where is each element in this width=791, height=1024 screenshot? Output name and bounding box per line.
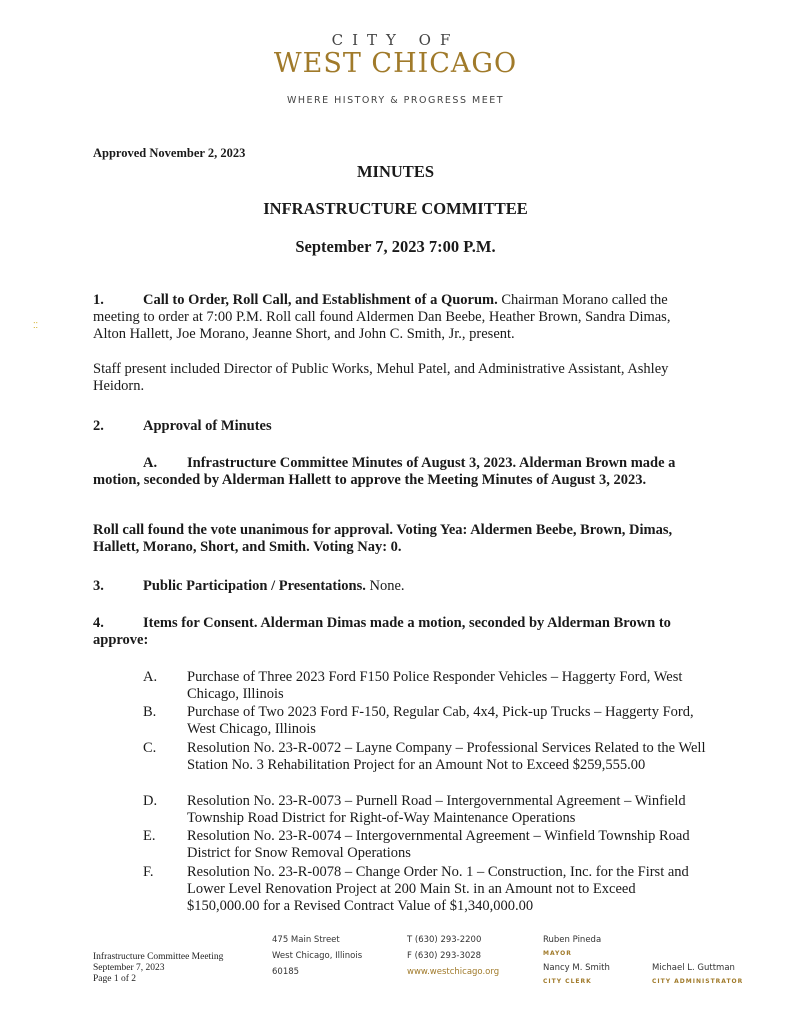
- footer-contact: [407, 934, 499, 979]
- section-public-participation: [93, 578, 705, 595]
- clerk-name: Nancy M. Smith: [543, 963, 610, 973]
- section-heading: Approval of Minutes: [143, 418, 272, 434]
- consent-item-letter: C.: [143, 740, 157, 756]
- consent-item-text: Purchase of Two 2023 Ford F-150, Regular Cab, 4x4, Pick-up Trucks – Haggerty Ford, West Chicago, Illinois: [187, 704, 694, 737]
- footer-administrator: [652, 962, 743, 988]
- consent-item-letter: D.: [143, 793, 158, 809]
- minutes-item-a: [93, 455, 705, 489]
- section-text: Items for Consent. Alderman Dimas made a motion, seconded by Alderman Brown to approve:: [93, 615, 671, 648]
- mayor-name: Ruben Pineda: [543, 935, 602, 945]
- section-heading: Public Participation / Presentations.: [143, 578, 366, 594]
- footer-street: 475 Main Street: [272, 935, 340, 945]
- footer-meeting-name: Infrastructure Committee Meeting: [93, 952, 224, 962]
- section-heading: Call to Order, Roll Call, and Establishment of a Quorum.: [143, 292, 498, 308]
- section-items-for-consent: [93, 615, 705, 649]
- consent-item-text: Resolution No. 23-R-0074 – Intergovernmental Agreement – Winfield Township Road District for Snow Removal Operations: [187, 828, 690, 861]
- item-letter: A.: [143, 455, 158, 471]
- footer-city: West Chicago, Illinois: [272, 951, 363, 961]
- consent-item-text: Resolution No. 23-R-0073 – Purnell Road – Intergovernmental Agreement – Winfield Township Road District for Right-of-Way Maintenance Operations: [187, 793, 686, 826]
- title-committee: INFRASTRUCTURE COMMITTEE: [263, 199, 528, 218]
- consent-item-letter: A.: [143, 669, 158, 685]
- logo-tagline: WHERE HISTORY & PROGRESS MEET: [286, 95, 505, 106]
- consent-item-text: Purchase of Three 2023 Ford F150 Police Responder Vehicles – Haggerty Ford, West Chicago, Illinois: [187, 669, 683, 702]
- consent-item-letter: F.: [143, 864, 154, 880]
- footer-meeting-date: September 7, 2023: [93, 963, 165, 973]
- margin-mark: ⁚⁚: [33, 321, 39, 330]
- section-number: 3.: [93, 578, 104, 594]
- section-number: 1.: [93, 292, 104, 308]
- title-date: September 7, 2023 7:00 P.M.: [295, 237, 496, 256]
- footer-website-link[interactable]: www.westchicago.org: [407, 967, 500, 977]
- logo-city-of: CITY OF: [331, 31, 460, 49]
- section-text: None.: [369, 578, 405, 594]
- footer-fax: F (630) 293-3028: [407, 951, 482, 961]
- consent-item-text: Resolution No. 23-R-0072 – Layne Company – Professional Services Related to the Well Station No. 3 Rehabilitation Project for an Amount Not to Exceed $259,555.00: [187, 740, 706, 773]
- section-number: 4.: [93, 615, 104, 631]
- footer-mayor: [543, 934, 601, 960]
- title-minutes: MINUTES: [356, 162, 434, 181]
- consent-item-text: Resolution No. 23-R-0078 – Change Order No. 1 – Construction, Inc. for the First and Lower Level Renovation Project at 200 Main St. in an Amount not to Exceed $150,000.00 for a Revised Contract Value of $1,340,000.00: [187, 864, 689, 914]
- footer-address: [272, 934, 362, 979]
- section-text: Chairman Morano called the meeting to order at 7:00 P.M. Roll call found Aldermen Dan Beebe, Heather Brown, Sandra Dimas, Alton Hallett, Joe Morano, Jeanne Short, and John C. Smith, Jr., present.: [93, 292, 671, 342]
- section-approval-of-minutes: [93, 418, 705, 435]
- section-call-to-order: [93, 292, 705, 343]
- footer-zip: 60185: [272, 967, 300, 977]
- footer-clerk: [543, 962, 610, 988]
- clerk-title: CITY CLERK: [543, 978, 592, 985]
- administrator-title: CITY ADMINISTRATOR: [652, 978, 744, 985]
- consent-item-letter: B.: [143, 704, 157, 720]
- approved-date: Approved November 2, 2023: [93, 146, 246, 160]
- consent-item-letter: E.: [143, 828, 156, 844]
- mayor-title: MAYOR: [543, 950, 572, 957]
- section-number: 2.: [93, 418, 104, 434]
- administrator-name: Michael L. Guttman: [652, 963, 735, 973]
- logo-west-chicago: WEST CHICAGO: [273, 48, 518, 79]
- roll-call-vote: Roll call found the vote unanimous for approval. Voting Yea: Aldermen Beebe, Brown, Dimas, Hallett, Morano, Short, and Smith. Voting Nay: 0.: [93, 522, 673, 555]
- item-text: Infrastructure Committee Minutes of August 3, 2023. Alderman Brown made a motion, seconded by Alderman Hallett to approve the Meeting Minutes of August 3, 2023.: [93, 455, 676, 488]
- footer-phone: T (630) 293-2200: [407, 935, 482, 945]
- staff-present: Staff present included Director of Public Works, Mehul Patel, and Administrative Assistant, Ashley Heidorn.: [93, 361, 669, 394]
- footer-document-info: [93, 952, 223, 985]
- footer-page-number: Page 1 of 2: [93, 974, 137, 984]
